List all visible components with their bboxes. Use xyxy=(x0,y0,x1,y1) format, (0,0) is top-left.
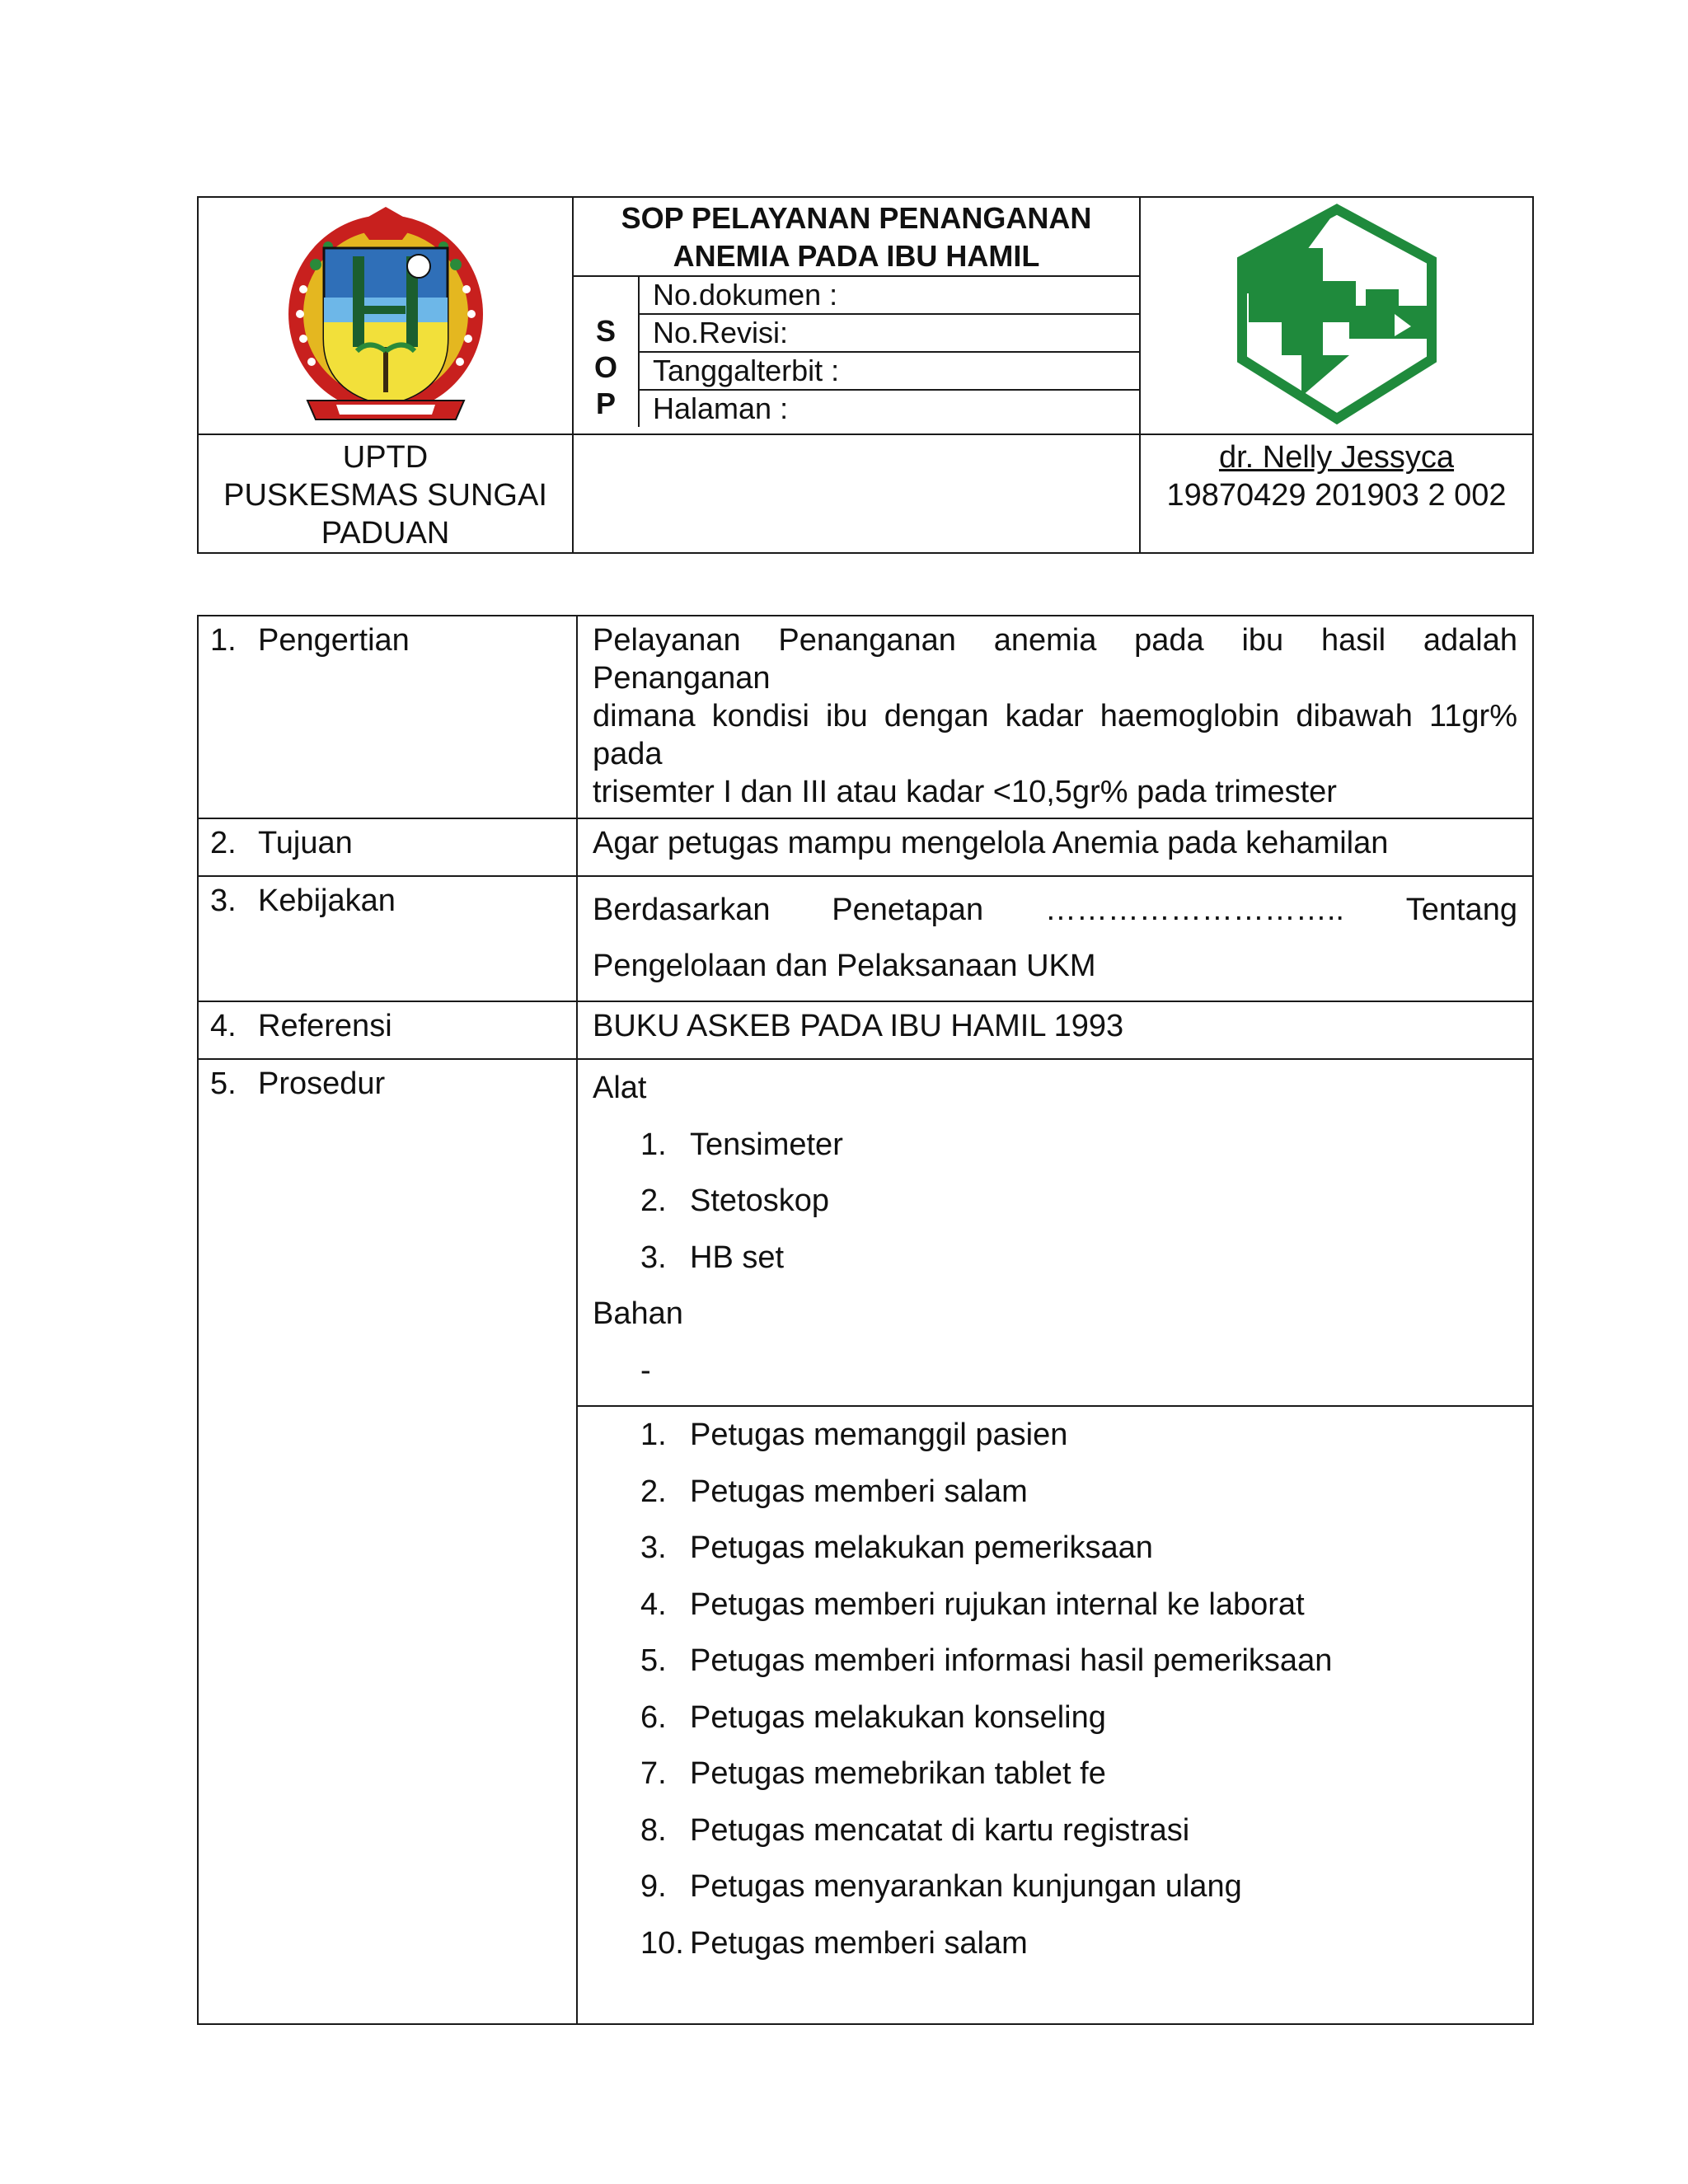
list-item xyxy=(593,1802,1517,1859)
sop-letters xyxy=(574,276,639,427)
step-text: Petugas memberi rujukan internal ke laborat xyxy=(690,1586,1305,1622)
signature-space xyxy=(573,434,1140,553)
list-item xyxy=(593,1746,1517,1802)
prosedur-materials xyxy=(577,1059,1533,1406)
label-text-kebijakan: Kebijakan xyxy=(258,883,396,918)
alat-title: Alat xyxy=(593,1071,647,1105)
sop-letter-s: S xyxy=(595,314,616,348)
sop-meta-table xyxy=(574,275,1139,427)
step-num: 1. xyxy=(640,1418,667,1452)
num-prosedur: 5. xyxy=(210,1066,237,1101)
alat-num: 3. xyxy=(640,1240,667,1275)
signer-block xyxy=(1140,434,1533,553)
row-referensi xyxy=(198,1001,1533,1059)
row-tujuan xyxy=(198,818,1533,876)
step-num: 6. xyxy=(640,1699,667,1735)
list-item xyxy=(593,1858,1517,1915)
step-text: Petugas memberi informasi hasil pemeriksaan xyxy=(690,1643,1333,1678)
sop-content-table xyxy=(197,615,1534,2025)
alat-text: Stetoskop xyxy=(690,1183,829,1218)
prosedur-steps xyxy=(577,1406,1533,2024)
list-item xyxy=(593,1520,1517,1577)
puskesmas-logo-cell xyxy=(1140,197,1533,434)
kebijakan-word4: Tentang xyxy=(1405,893,1517,927)
num-kebijakan: 3. xyxy=(210,883,237,918)
value-kebijakan xyxy=(577,876,1533,1001)
steps-list xyxy=(593,1407,1517,1971)
kebijakan-line2: Pengelolaan dan Pelaksanaan UKM xyxy=(593,949,1096,983)
row-pengertian xyxy=(198,616,1533,818)
num-tujuan: 2. xyxy=(210,826,237,860)
label-prosedur xyxy=(198,1059,577,2024)
org-line1: UPTD xyxy=(342,440,429,475)
field-halaman: Halaman : xyxy=(639,390,1139,427)
kebijakan-placeholder: ……………………….. xyxy=(1044,893,1344,927)
list-item xyxy=(593,1173,1517,1230)
puskesmas-logo-icon xyxy=(1226,203,1448,425)
label-referensi xyxy=(198,1001,577,1059)
list-item xyxy=(593,1633,1517,1690)
list-item xyxy=(593,1915,1517,1972)
label-pengertian xyxy=(198,616,577,818)
row-prosedur xyxy=(198,1059,1533,1406)
step-text: Petugas melakukan pemeriksaan xyxy=(690,1530,1153,1565)
header-table xyxy=(197,196,1534,554)
regency-emblem-icon xyxy=(279,199,493,429)
field-tanggal-terbit: Tanggalterbit : xyxy=(639,352,1139,390)
kebijakan-word1: Berdasarkan xyxy=(593,893,771,927)
step-text: Petugas menyarankan kunjungan ulang xyxy=(690,1869,1242,1904)
step-num: 3. xyxy=(640,1530,667,1565)
sop-title-line2: ANEMIA PADA IBU HAMIL xyxy=(673,239,1040,273)
step-num: 2. xyxy=(640,1474,667,1509)
alat-text: Tensimeter xyxy=(690,1127,843,1162)
step-num: 9. xyxy=(640,1869,667,1904)
row-kebijakan xyxy=(198,876,1533,1001)
pengertian-line2: dimana kondisi ibu dengan kadar haemoglobin dibawah 11gr% pada xyxy=(593,699,1517,771)
org-line2: PUSKESMAS SUNGAI xyxy=(223,478,547,513)
label-text-pengertian: Pengertian xyxy=(258,623,410,658)
sop-title-line1: SOP PELAYANAN PENANGANAN xyxy=(621,201,1092,235)
label-text-referensi: Referensi xyxy=(258,1009,392,1043)
list-item xyxy=(593,1690,1517,1746)
organization-name xyxy=(198,434,573,553)
list-item xyxy=(593,1407,1517,1464)
alat-num: 2. xyxy=(640,1183,667,1218)
bahan-text: - xyxy=(640,1352,651,1388)
title-block xyxy=(573,197,1140,434)
list-item xyxy=(593,1577,1517,1633)
step-text: Petugas memberi salam xyxy=(690,1925,1028,1961)
step-text: Petugas memanggil pasien xyxy=(690,1418,1068,1452)
alat-list xyxy=(593,1117,1517,1286)
signer-nip: 19870429 201903 2 002 xyxy=(1166,478,1507,513)
alat-num: 1. xyxy=(640,1127,667,1162)
label-kebijakan xyxy=(198,876,577,1001)
sop-letter-o: O xyxy=(593,350,617,384)
num-referensi: 4. xyxy=(210,1009,237,1043)
sop-title xyxy=(574,198,1139,275)
field-no-dokumen: No.dokumen : xyxy=(639,276,1139,314)
label-text-prosedur: Prosedur xyxy=(258,1066,386,1101)
value-referensi: BUKU ASKEB PADA IBU HAMIL 1993 xyxy=(577,1001,1533,1059)
num-pengertian: 1. xyxy=(210,623,237,658)
label-tujuan xyxy=(198,818,577,876)
step-num: 4. xyxy=(640,1586,667,1622)
regency-emblem-cell xyxy=(198,197,573,434)
kebijakan-word2: Penetapan xyxy=(832,893,984,927)
alat-text: HB set xyxy=(690,1240,785,1275)
step-num: 10. xyxy=(640,1925,684,1961)
kebijakan-line1 xyxy=(593,882,1517,938)
step-text: Petugas memebrikan tablet fe xyxy=(690,1756,1106,1791)
step-text: Petugas memberi salam xyxy=(690,1474,1028,1509)
value-tujuan: Agar petugas mampu mengelola Anemia pada kehamilan xyxy=(577,818,1533,876)
bahan-title: Bahan xyxy=(593,1296,683,1331)
org-line3: PADUAN xyxy=(321,516,450,551)
step-text: Petugas melakukan konseling xyxy=(690,1699,1106,1735)
step-num: 7. xyxy=(640,1756,667,1791)
pengertian-line3: trisemter I dan III atau kadar <10,5gr% pada trimester xyxy=(593,775,1337,809)
field-no-revisi: No.Revisi: xyxy=(639,314,1139,352)
step-num: 5. xyxy=(640,1643,667,1678)
pengertian-line1: Pelayanan Penanganan anemia pada ibu hasil adalah Penanganan xyxy=(593,623,1517,696)
value-pengertian xyxy=(577,616,1533,818)
bahan-list xyxy=(593,1343,1517,1399)
list-item xyxy=(593,1464,1517,1521)
list-item xyxy=(593,1117,1517,1174)
step-num: 8. xyxy=(640,1812,667,1848)
label-text-tujuan: Tujuan xyxy=(258,826,353,860)
signer-name: dr. Nelly Jessyca xyxy=(1218,440,1455,475)
sop-letter-p: P xyxy=(595,387,616,420)
step-text: Petugas mencatat di kartu registrasi xyxy=(690,1812,1190,1848)
list-item xyxy=(593,1230,1517,1286)
list-item xyxy=(593,1343,1517,1399)
